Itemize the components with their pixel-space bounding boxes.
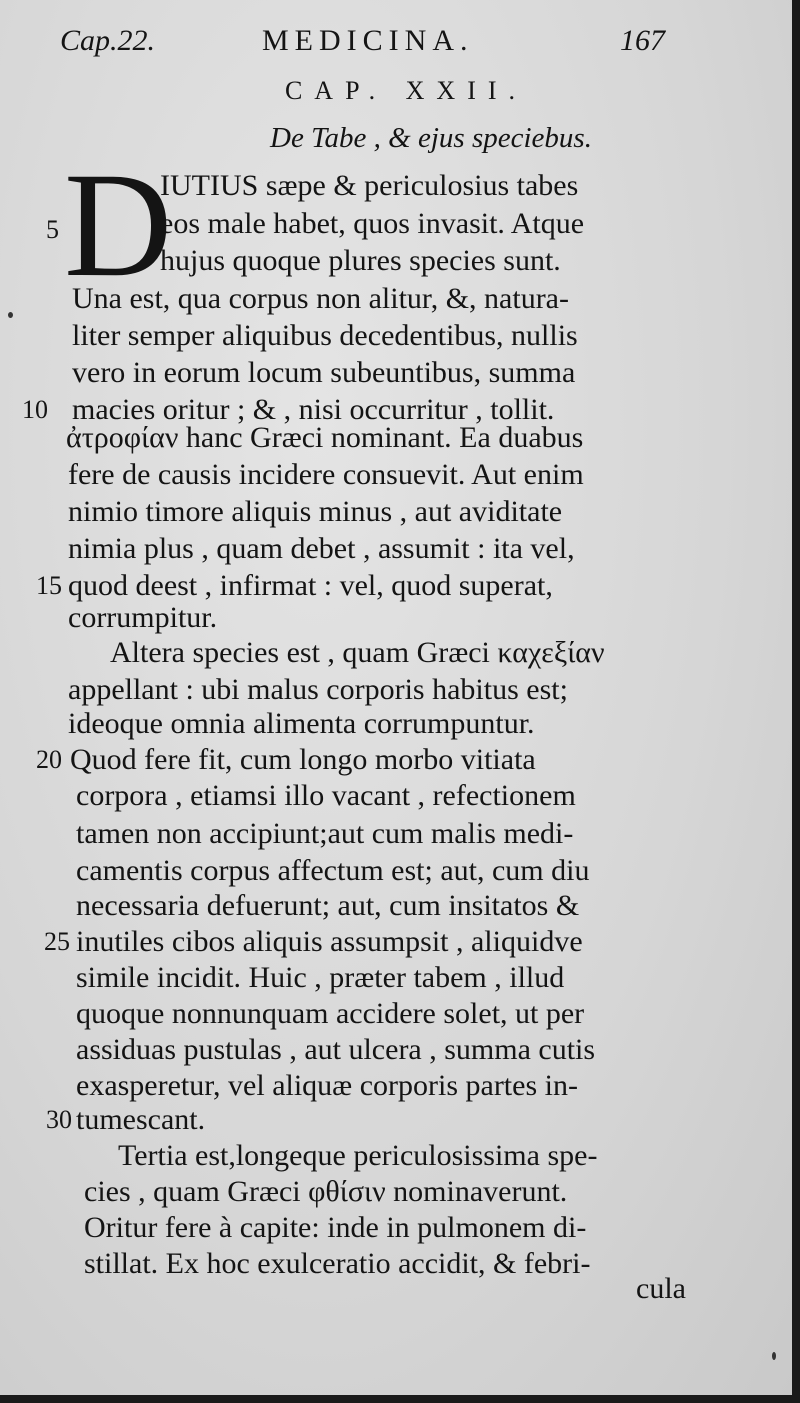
- line-number: 10: [22, 395, 48, 424]
- scan-edge-bottom: [0, 1395, 800, 1403]
- ink-speck: [8, 312, 13, 318]
- line-number: 5: [46, 215, 59, 244]
- text-line: tumescant.: [76, 1103, 206, 1136]
- text-line: ἀτροφίαν hanc Græci nominant. Ea duabus: [66, 421, 584, 454]
- scan-edge-right: [792, 0, 800, 1403]
- text-line: quod deest , infirmat : vel, quod superat,: [68, 569, 553, 602]
- chapter-title: De Tabe , & ejus speciebus.: [270, 122, 592, 154]
- chapter-heading: CAP. XXII.: [284, 76, 528, 105]
- text-line: hujus quoque plures species sunt.: [160, 244, 561, 277]
- text-line: exasperetur, vel aliquæ corporis partes in-: [76, 1069, 578, 1102]
- line-number: 15: [36, 571, 62, 600]
- text-line: vero in eorum locum subeuntibus, summa: [72, 356, 576, 389]
- text-line: nimia plus , quam debet , assumit : ita vel,: [68, 532, 575, 565]
- text-line: nimio timore aliquis minus , aut aviditate: [68, 495, 563, 528]
- page-number: 167: [620, 24, 665, 57]
- header-chapter-ref: Cap.22.: [60, 24, 156, 57]
- running-header: [0, 24, 792, 64]
- text-line: liter semper aliquibus decedentibus, nullis: [72, 319, 578, 352]
- text-line: camentis corpus affectum est; aut, cum diu: [76, 854, 590, 887]
- text-line: ideoque omnia alimenta corrumpuntur.: [68, 707, 535, 740]
- text-line: inutiles cibos aliquis assumpsit , aliquidve: [76, 925, 583, 958]
- ink-speck: [772, 1352, 776, 1360]
- line-number: 30: [46, 1105, 72, 1134]
- text-line: Una est, qua corpus non alitur, &, natura-: [72, 282, 569, 315]
- catchword: cula: [636, 1272, 686, 1305]
- text-line: appellant : ubi malus corporis habitus est;: [68, 673, 568, 706]
- text-line: corpora , etiamsi illo vacant , refectionem: [76, 779, 576, 812]
- text-line: Tertia est,longeque periculosissima spe-: [118, 1139, 598, 1172]
- text-line: quoque nonnunquam accidere solet, ut per: [76, 997, 585, 1030]
- header-title: MEDICINA.: [262, 24, 474, 57]
- text-line: eos male habet, quos invasit. Atque: [160, 207, 585, 240]
- text-line: Oritur fere à capite: inde in pulmonem di-: [84, 1211, 587, 1244]
- text-line: Altera species est , quam Græci καχεξίαν: [110, 636, 605, 669]
- text-line: necessaria defuerunt; aut, cum insitatos &: [76, 889, 580, 922]
- drop-cap: D: [64, 142, 173, 308]
- text-line: simile incidit. Huic , præter tabem , illud: [76, 961, 565, 994]
- text-line: corrumpitur.: [68, 601, 218, 634]
- text-line: stillat. Ex hoc exulceratio accidit, & febri-: [84, 1247, 591, 1280]
- line-number: 20: [36, 745, 62, 774]
- text-line: IUTIUS sæpe & periculosius tabes: [160, 169, 579, 202]
- line-number: 25: [44, 927, 70, 956]
- text-line: fere de causis incidere consuevit. Aut enim: [68, 458, 584, 491]
- text-line: cies , quam Græci φθίσιν nominaverunt.: [84, 1175, 568, 1208]
- text-line: Quod fere fit, cum longo morbo vitiata: [70, 743, 536, 776]
- text-line: tamen non accipiunt;aut cum malis medi-: [76, 817, 574, 850]
- text-line: assiduas pustulas , aut ulcera , summa cutis: [76, 1033, 596, 1066]
- text-line: macies oritur ; & , nisi occurritur , tollit.: [72, 393, 555, 426]
